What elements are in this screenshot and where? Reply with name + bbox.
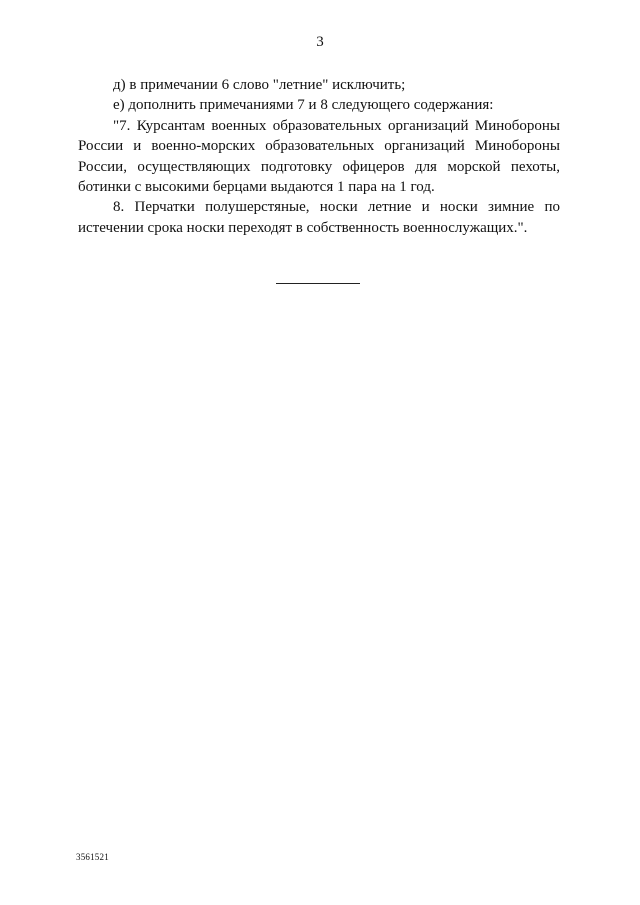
- document-body: [78, 75, 560, 238]
- end-separator-line: [276, 283, 360, 284]
- document-code: 3561521: [76, 852, 109, 862]
- note-8-paragraph: 8. Перчатки полушерстяные, носки летние и носки зимние по истечении срока носки переходят в собственность военнослужащих.".: [78, 199, 560, 236]
- paragraph-e: е) дополнить примечаниями 7 и 8 следующего содержания:: [113, 97, 494, 114]
- note-7-paragraph: "7. Курсантам военных образовательных организаций Минобороны России и военно-морских образовательных организаций Минобороны России, осуществляющих подготовку офицеров для морской пехоты, ботинки с высокими берцами выдаются 1 пара на 1 год.: [78, 117, 560, 196]
- paragraph-d: д) в примечании 6 слово "летние" исключить;: [113, 77, 406, 93]
- page-number: 3: [316, 34, 324, 50]
